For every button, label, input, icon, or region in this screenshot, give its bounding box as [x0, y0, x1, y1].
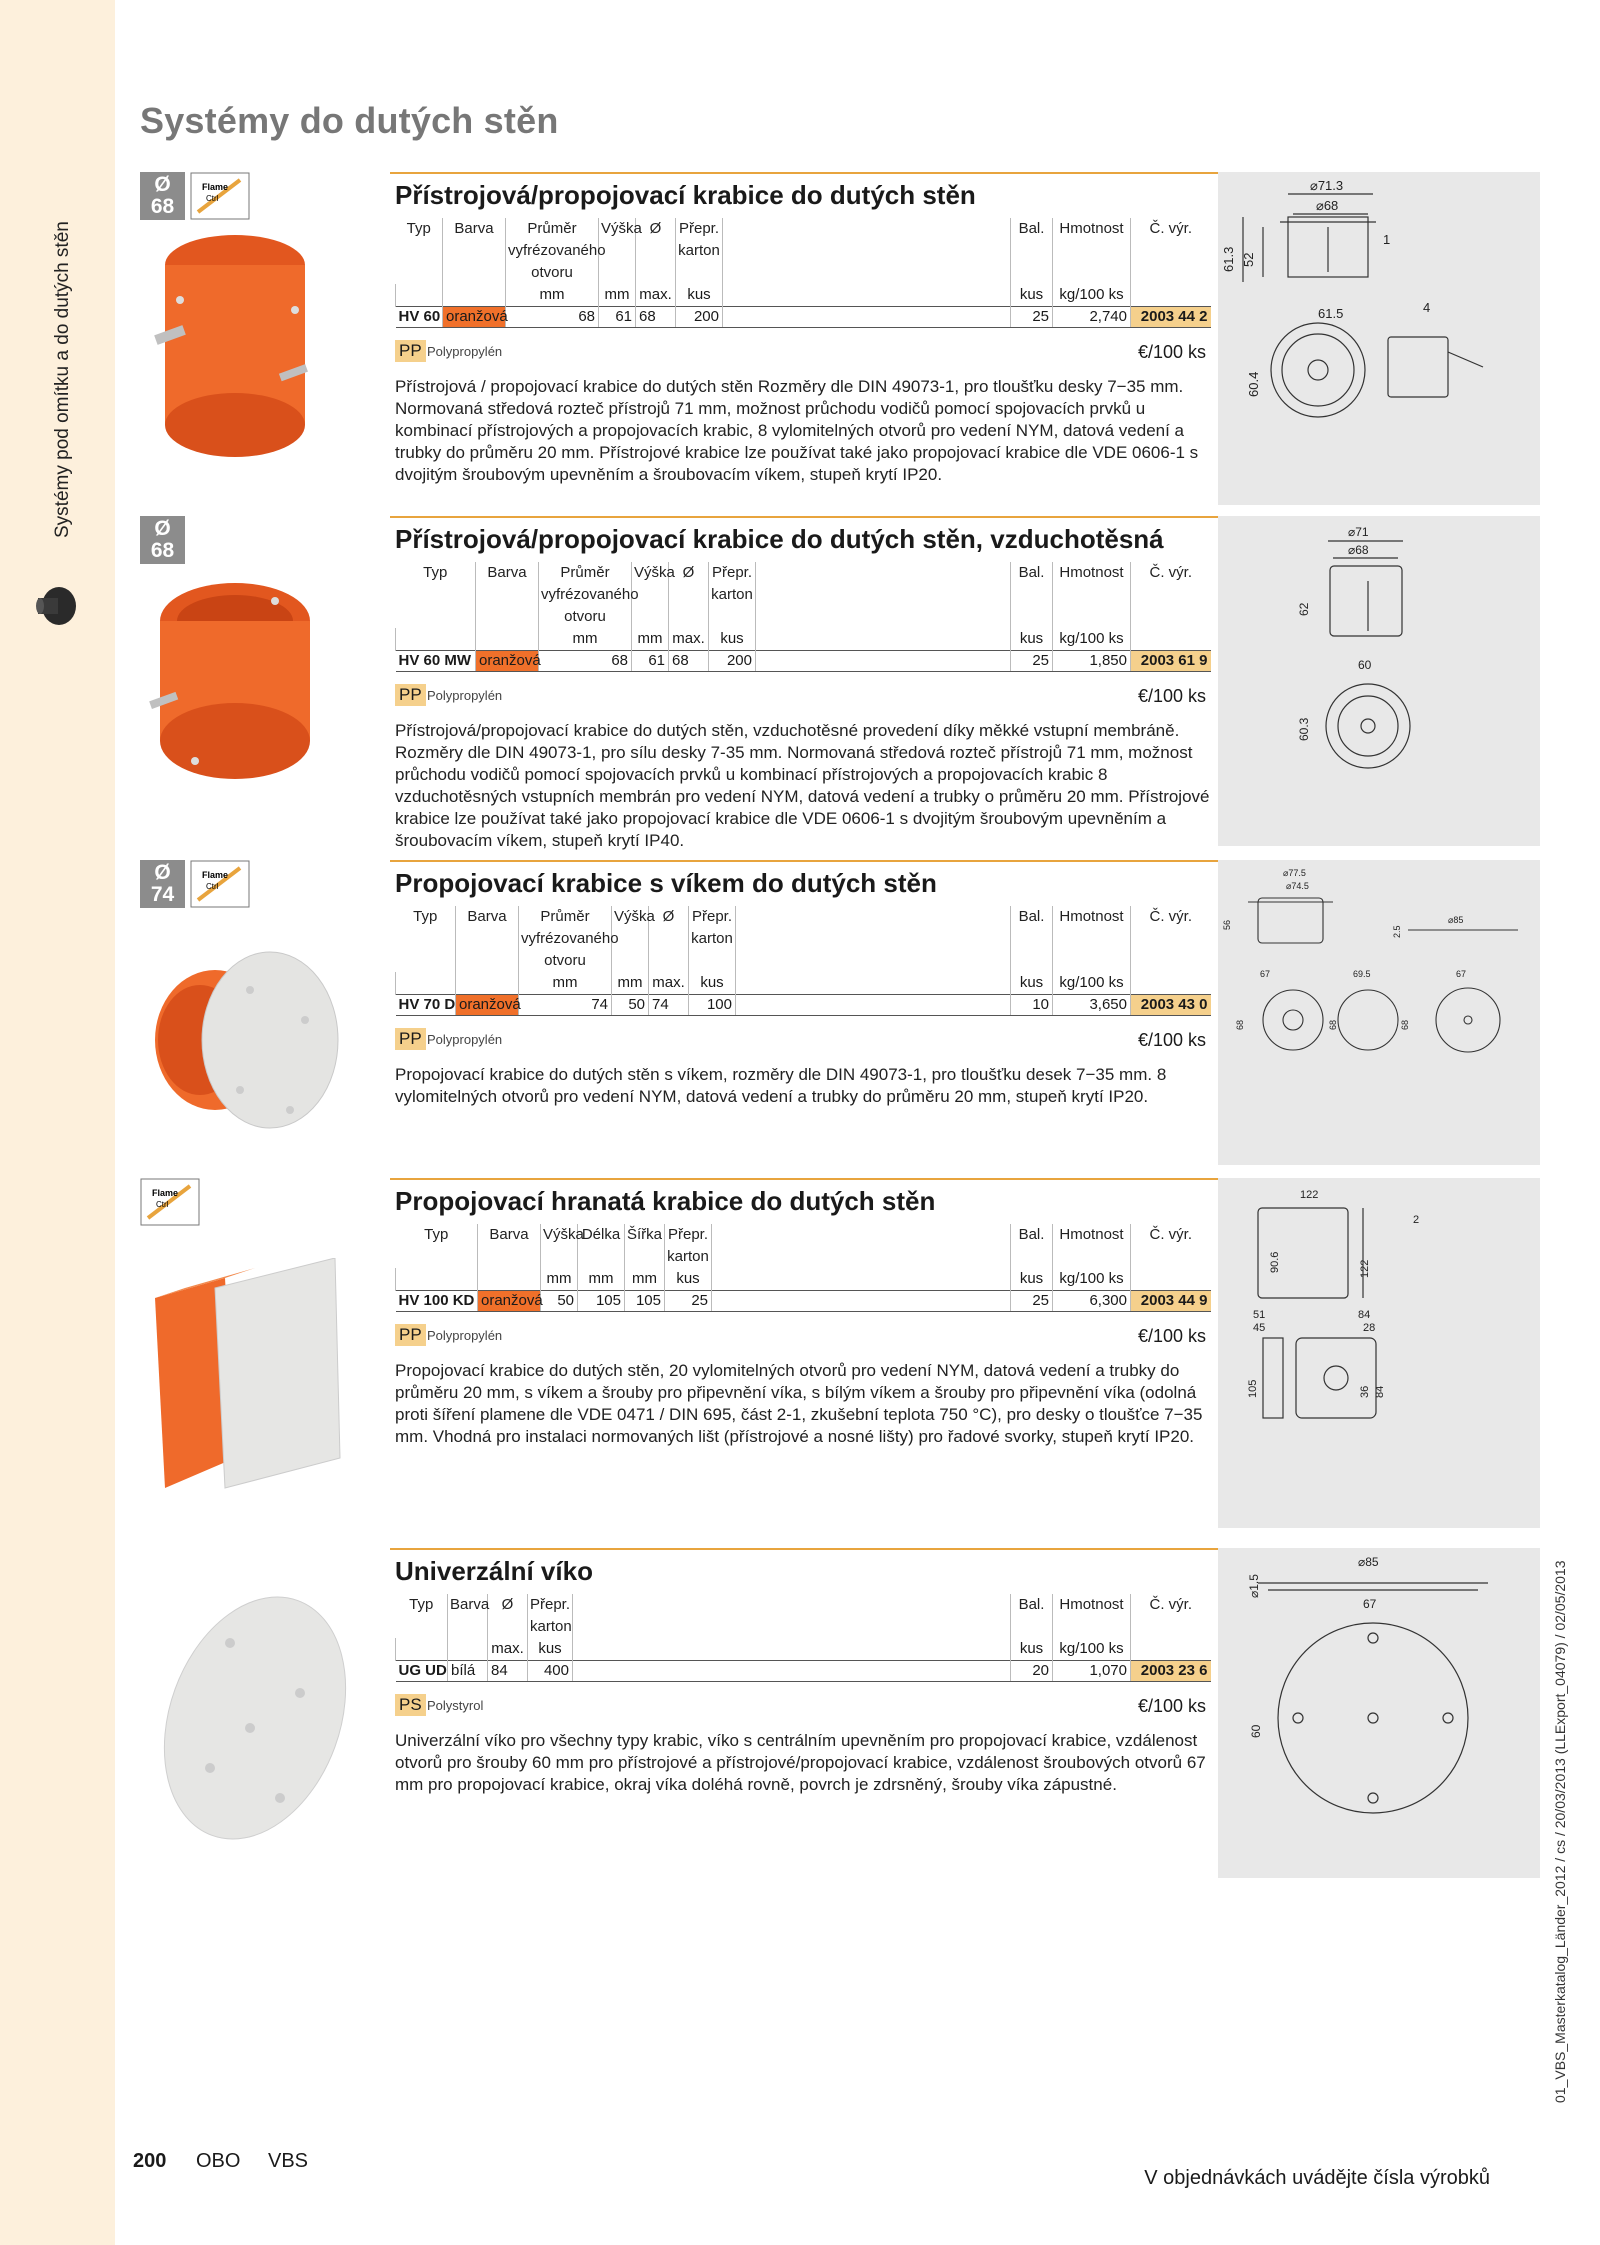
unit-cell: kg/100 ks	[1053, 1638, 1131, 1661]
technical-drawing-ugud	[1218, 1548, 1540, 1878]
unit-cell	[448, 1638, 488, 1661]
row-product-number: 2003 23 6	[1131, 1661, 1211, 1682]
row-karton: 200	[676, 307, 723, 328]
product-photo-ugud	[150, 1583, 350, 1853]
svg-text:60.4: 60.4	[1246, 371, 1261, 397]
row-spacer	[756, 651, 1011, 672]
col-typ: Typ	[423, 564, 448, 581]
row-hmotnost: 3,650	[1053, 995, 1131, 1016]
col-karton: Přepr. karton	[665, 1224, 712, 1268]
row-d: 84	[488, 1661, 528, 1682]
col-bal: Bal.	[1011, 562, 1053, 628]
col-prumer: Průměr vyfrézovaného otvoru	[539, 562, 632, 628]
product-section-ugud	[140, 1548, 1540, 1878]
section-content	[395, 1184, 1210, 1448]
col-bal: Bal.	[1011, 1224, 1053, 1268]
svg-text:51: 51	[1253, 1309, 1266, 1321]
row-d: 68	[669, 651, 709, 672]
unit-cell	[1131, 1268, 1211, 1291]
technical-drawing-hv60	[1218, 172, 1540, 505]
technical-drawing-hv60mw	[1218, 516, 1540, 846]
col-prumer: Průměr vyfrézovaného otvoru	[519, 906, 612, 972]
footer-division: VBS	[268, 2150, 309, 2172]
svg-text:62: 62	[1297, 602, 1311, 616]
section-content	[395, 178, 1210, 486]
svg-text:2.5: 2.5	[1392, 925, 1402, 938]
price-unit: €/100 ks	[1137, 1326, 1206, 1346]
unit-cell	[456, 972, 519, 995]
unit-cell: max.	[649, 972, 689, 995]
row-barva: oranžová	[456, 995, 519, 1016]
col-barva: Barva	[443, 218, 506, 284]
svg-text:122: 122	[1300, 1189, 1319, 1201]
row-prumer: 68	[506, 307, 599, 328]
row-karton: 400	[528, 1661, 573, 1682]
material-code: PS	[395, 1694, 426, 1716]
svg-text:67: 67	[1456, 969, 1467, 979]
svg-text:Flame: Flame	[202, 870, 229, 880]
unit-cell: mm	[578, 1268, 625, 1291]
col-spacer	[723, 218, 1011, 284]
row-bal: 25	[1011, 307, 1053, 328]
row-sirka: 105	[625, 1291, 665, 1312]
col-d: Ø	[636, 218, 676, 284]
unit-cell: kus	[1011, 1268, 1053, 1291]
diameter-badge: Ø 68	[140, 516, 185, 564]
unit-cell: kus	[1011, 284, 1053, 307]
flame-certification-icon	[140, 1178, 200, 1226]
spec-table	[395, 218, 1211, 328]
svg-text:67: 67	[1260, 969, 1271, 979]
diameter-badge: Ø 68	[140, 172, 185, 220]
flame-certification-icon	[190, 860, 250, 908]
col-vyska: Výška	[541, 1224, 578, 1268]
svg-text:⌀68: ⌀68	[1316, 198, 1339, 213]
row-barva: oranžová	[476, 651, 539, 672]
material-row	[395, 1322, 1210, 1352]
description: Přístrojová / propojovací krabice do dutých stěn Rozměry dle DIN 49073-1, pro tloušťku desky 7−35 mm. Normovaná středová rozteč přístrojů 71 mm, možnost průchodu vodičů pomocí spojovacích prvků u kombinací přístrojových a propojovacích krabic, 8 vylomitelných otvorů pro vedení NYM, datová vedení a trubky do průměru 20 mm. Přístrojové krabice lze používat také jako propojovací krabice dle VDE 0606-1 s dvojitým šroubovým upevněním a šroubovacím víkem, stupeň krytí IP20.	[395, 377, 1199, 484]
product-photo-hv60	[140, 230, 310, 470]
product-section-hv100kd	[140, 1178, 1540, 1528]
unit-cell: kg/100 ks	[1053, 628, 1131, 651]
unit-cell: kus	[528, 1638, 573, 1661]
material-name: Polypropylén	[427, 688, 503, 703]
row-hmotnost: 1,850	[1053, 651, 1131, 672]
svg-text:⌀1.5: ⌀1.5	[1247, 1574, 1261, 1598]
col-karton: Přepr. karton	[528, 1594, 573, 1638]
row-product-number: 2003 43 0	[1131, 995, 1211, 1016]
row-d: 68	[636, 307, 676, 328]
svg-text:⌀71.3: ⌀71.3	[1310, 178, 1344, 193]
unit-cell	[1131, 1638, 1211, 1661]
unit-cell	[396, 1638, 448, 1661]
svg-text:52: 52	[1241, 252, 1256, 267]
page-number: 200	[133, 2150, 167, 2172]
material-row	[395, 682, 1210, 712]
col-barva: Barva	[478, 1224, 541, 1268]
row-vyska: 61	[599, 307, 636, 328]
row-prumer: 68	[539, 651, 632, 672]
unit-cell: max.	[488, 1638, 528, 1661]
unit-cell: mm	[541, 1268, 578, 1291]
svg-text:68: 68	[1235, 1019, 1245, 1030]
row-spacer	[723, 307, 1011, 328]
svg-text:2: 2	[1413, 1214, 1420, 1226]
row-bal: 20	[1011, 1661, 1053, 1682]
svg-text:56: 56	[1222, 919, 1232, 930]
col-vyska: Výška	[612, 906, 649, 972]
col-cislo: Č. výr.	[1131, 1594, 1211, 1638]
unit-cell: max.	[636, 284, 676, 307]
price-unit: €/100 ks	[1137, 1696, 1206, 1716]
section-title: Přístrojová/propojovací krabice do dutých stěn, vzduchotěsná	[395, 524, 1164, 554]
spec-table	[395, 1224, 1211, 1312]
spec-table	[395, 562, 1211, 672]
col-prumer: Průměr vyfrézovaného otvoru	[506, 218, 599, 284]
unit-cell: mm	[612, 972, 649, 995]
unit-cell	[443, 284, 506, 307]
svg-text:⌀85: ⌀85	[1358, 1555, 1379, 1569]
spec-table	[395, 1594, 1211, 1682]
svg-text:1: 1	[1383, 232, 1391, 247]
spec-table	[395, 906, 1211, 1016]
svg-text:⌀68: ⌀68	[1348, 543, 1369, 557]
unit-cell	[396, 628, 476, 651]
technical-drawing-hv70d	[1218, 860, 1540, 1165]
side-title: Systémy pod omítku a do dutých stěn	[52, 221, 73, 538]
col-spacer	[756, 562, 1011, 628]
row-barva: oranžová	[443, 307, 506, 328]
col-typ: Typ	[406, 220, 431, 237]
section-title: Propojovací hranatá krabice do dutých stěn	[395, 1186, 936, 1216]
unit-cell: max.	[669, 628, 709, 651]
section-title: Propojovací krabice s víkem do dutých stěn	[395, 868, 937, 898]
material-code: PP	[395, 1324, 426, 1346]
flame-certification-icon	[190, 172, 250, 220]
row-spacer	[736, 995, 1011, 1016]
row-vyska: 50	[541, 1291, 578, 1312]
col-barva: Barva	[476, 562, 539, 628]
row-barva: oranžová	[478, 1291, 541, 1312]
product-photo-hv100kd	[145, 1258, 345, 1498]
row-typ: HV 100 KD	[396, 1291, 478, 1312]
col-bal: Bal.	[1011, 218, 1053, 284]
unit-cell: kg/100 ks	[1053, 284, 1131, 307]
row-bal: 25	[1011, 651, 1053, 672]
col-typ: Typ	[409, 1596, 434, 1613]
col-hmotnost: Hmotnost	[1053, 906, 1131, 972]
material-code: PP	[395, 1028, 426, 1050]
col-cislo: Č. výr.	[1131, 562, 1211, 628]
col-bal: Bal.	[1011, 1594, 1053, 1638]
unit-cell	[736, 972, 1011, 995]
price-unit: €/100 ks	[1137, 342, 1206, 362]
col-delka: Délka	[578, 1224, 625, 1268]
price-unit: €/100 ks	[1137, 686, 1206, 706]
page-title: Systémy do dutých stěn	[140, 100, 559, 141]
unit-cell: kus	[689, 972, 736, 995]
unit-cell: kus	[1011, 1638, 1053, 1661]
svg-text:4: 4	[1423, 300, 1431, 315]
svg-text:105: 105	[1247, 1379, 1259, 1398]
row-karton: 25	[665, 1291, 712, 1312]
catalog-meta: 01_VBS_Masterkatalog_Länder_2012 / cs / 20/03/2013 (LLExport_04079) / 02/05/2013	[1552, 1560, 1568, 2103]
svg-text:Ctrl: Ctrl	[206, 194, 219, 203]
unit-cell	[396, 972, 456, 995]
price-unit: €/100 ks	[1137, 1030, 1206, 1050]
svg-text:61.5: 61.5	[1318, 306, 1344, 321]
material-name: Polypropylén	[427, 344, 503, 359]
svg-text:61.3: 61.3	[1221, 246, 1236, 272]
svg-text:28: 28	[1363, 1322, 1376, 1334]
unit-cell	[756, 628, 1011, 651]
footer-note: V objednávkách uvádějte čísla výrobků	[1144, 2167, 1490, 2189]
diameter-badge: Ø 74	[140, 860, 185, 908]
material-name: Polystyrol	[427, 1698, 484, 1713]
col-cislo: Č. výr.	[1131, 906, 1211, 972]
row-spacer	[712, 1291, 1011, 1312]
unit-cell: kg/100 ks	[1053, 972, 1131, 995]
section-content	[395, 522, 1210, 852]
col-typ: Typ	[413, 908, 438, 925]
svg-text:Flame: Flame	[202, 182, 229, 192]
svg-text:⌀74.5: ⌀74.5	[1286, 881, 1309, 891]
unit-cell: kus	[676, 284, 723, 307]
row-karton: 200	[709, 651, 756, 672]
footer-brand: OBO	[196, 2150, 241, 2172]
col-hmotnost: Hmotnost	[1053, 562, 1131, 628]
row-typ: HV 60	[396, 307, 443, 328]
svg-text:Ctrl: Ctrl	[206, 882, 219, 891]
col-bal: Bal.	[1011, 906, 1053, 972]
svg-text:45: 45	[1253, 1322, 1266, 1334]
product-photo-hv60mw	[140, 576, 320, 796]
col-karton: Přepr. karton	[689, 906, 736, 972]
section-content	[395, 866, 1210, 1108]
material-code: PP	[395, 340, 426, 362]
product-photo-hv70d	[140, 920, 340, 1150]
row-prumer: 74	[519, 995, 612, 1016]
unit-cell: kus	[1011, 972, 1053, 995]
material-row	[395, 1692, 1210, 1722]
svg-text:68: 68	[1328, 1019, 1338, 1030]
unit-cell	[723, 284, 1011, 307]
material-name: Polypropylén	[427, 1032, 503, 1047]
col-cislo: Č. výr.	[1131, 1224, 1211, 1268]
row-product-number: 2003 61 9	[1131, 651, 1211, 672]
svg-text:60: 60	[1249, 1724, 1263, 1738]
description: Univerzální víko pro všechny typy krabic, víko s centrálním upevněním pro propojovací krabice, vzdálenost otvorů pro šrouby 60 mm pro přístrojové a přístrojové/propojovací krabice, vzdálenost šroubových otvorů 67 mm pro propojovací krabice, okraj víka doléhá rovně, povrch je zdrsněný, šrouby víka zápustné.	[395, 1731, 1206, 1794]
unit-cell	[1131, 628, 1211, 651]
material-row	[395, 338, 1210, 368]
col-typ: Typ	[424, 1226, 449, 1243]
unit-cell: kg/100 ks	[1053, 1268, 1131, 1291]
unit-cell: mm	[599, 284, 636, 307]
table-row	[396, 307, 1211, 328]
col-spacer	[573, 1594, 1011, 1638]
section-title: Přístrojová/propojovací krabice do dutých stěn	[395, 180, 976, 210]
col-sirka: Šířka	[625, 1224, 665, 1268]
col-barva: Barva	[456, 906, 519, 972]
row-karton: 100	[689, 995, 736, 1016]
description: Propojovací krabice do dutých stěn, 20 vylomitelných otvorů pro vedení NYM, datová vedení a trubky do průměru 20 mm, s víkem a šrouby pro připevnění víka, s bílým víkem a šrouby pro připevnění víka (odolná proti šíření plamene dle VDE 0471 / DIN 695, část 2-1, zkušební teplota 750 °C), pro desky o tloušťce 7−35 mm. Vhodná pro instalaci normovaných lišt (přístrojové a nosné lišty) pro řadové svorky, stupeň krytí IP20.	[395, 1361, 1203, 1446]
svg-text:68: 68	[1400, 1019, 1410, 1030]
unit-cell: mm	[506, 284, 599, 307]
col-karton: Přepr. karton	[709, 562, 756, 628]
technical-drawing-hv100kd	[1218, 1178, 1540, 1528]
svg-text:60.3: 60.3	[1297, 717, 1311, 741]
row-hmotnost: 2,740	[1053, 307, 1131, 328]
svg-text:60: 60	[1358, 658, 1372, 672]
row-typ: HV 60 MW	[396, 651, 476, 672]
section-title: Univerzální víko	[395, 1556, 593, 1586]
svg-text:67: 67	[1363, 1597, 1377, 1611]
unit-cell	[476, 628, 539, 651]
row-spacer	[573, 1661, 1011, 1682]
table-row	[396, 1661, 1211, 1682]
row-bal: 25	[1011, 1291, 1053, 1312]
description: Propojovací krabice do dutých stěn s víkem, rozměry dle DIN 49073-1, pro tloušťku desek 7−35 mm. 8 vylomitelných otvorů pro vedení NYM, datová vedení a trubky do průměru 20 mm, stupeň krytí IP20.	[395, 1065, 1167, 1106]
svg-text:⌀77.5: ⌀77.5	[1283, 868, 1306, 878]
unit-cell: kus	[709, 628, 756, 651]
row-bal: 10	[1011, 995, 1053, 1016]
table-row	[396, 651, 1211, 672]
unit-cell	[573, 1638, 1011, 1661]
unit-cell: mm	[519, 972, 612, 995]
col-hmotnost: Hmotnost	[1053, 1594, 1131, 1638]
unit-cell	[1131, 284, 1211, 307]
product-section-hv70d	[140, 860, 1540, 1165]
description: Přístrojová/propojovací krabice do dutých stěn, vzduchotěsné provedení díky měkké vstupní membráně. Rozměry dle DIN 49073-1, pro sílu desky 7-35 mm. Normovaná středová rozteč přístrojů 71 mm, možnost průchodu vodičů pomocí spojovacích prvků u kombinací přístrojových a propojovacích krabic 8 vzduchotěsných vstupních membrán pro vedení NYM, datová vedení a trubky o průměru 20 mm. Přístrojové krabice lze používat také jako propojovací krabice dle VDE 0606-1 s dvojitým šroubovým upevněním a šroubovacím víkem, stupeň krytí IP40.	[395, 721, 1210, 850]
row-product-number: 2003 44 9	[1131, 1291, 1211, 1312]
product-section-hv60mw	[140, 516, 1540, 850]
row-vyska: 50	[612, 995, 649, 1016]
table-row	[396, 1291, 1211, 1312]
svg-text:Flame: Flame	[152, 1188, 179, 1198]
svg-text:⌀85: ⌀85	[1448, 915, 1464, 925]
row-barva: bílá	[448, 1661, 488, 1682]
unit-cell: kus	[1011, 628, 1053, 651]
svg-text:122: 122	[1359, 1259, 1371, 1278]
col-vyska: Výška	[599, 218, 636, 284]
svg-text:69.5: 69.5	[1353, 969, 1371, 979]
col-d: Ø	[669, 562, 709, 628]
col-d: Ø	[649, 906, 689, 972]
svg-text:84: 84	[1358, 1309, 1371, 1321]
col-vyska: Výška	[632, 562, 669, 628]
col-d: Ø	[488, 1594, 528, 1638]
svg-text:90.6: 90.6	[1269, 1251, 1281, 1273]
unit-cell: kus	[665, 1268, 712, 1291]
svg-text:36: 36	[1359, 1385, 1371, 1398]
col-hmotnost: Hmotnost	[1053, 218, 1131, 284]
unit-cell: mm	[632, 628, 669, 651]
row-delka: 105	[578, 1291, 625, 1312]
row-d: 74	[649, 995, 689, 1016]
col-karton: Přepr. karton	[676, 218, 723, 284]
col-barva: Barva	[448, 1594, 488, 1638]
row-hmotnost: 1,070	[1053, 1661, 1131, 1682]
col-cislo: Č. výr.	[1131, 218, 1211, 284]
unit-cell	[478, 1268, 541, 1291]
col-spacer	[736, 906, 1011, 972]
unit-cell	[1131, 972, 1211, 995]
material-name: Polypropylén	[427, 1328, 503, 1343]
material-row	[395, 1026, 1210, 1056]
col-hmotnost: Hmotnost	[1053, 1224, 1131, 1268]
hollow-wall-box-icon	[34, 582, 80, 628]
unit-cell	[712, 1268, 1011, 1291]
unit-cell	[396, 1268, 478, 1291]
row-typ: HV 70 D	[396, 995, 456, 1016]
row-typ: UG UD	[396, 1661, 448, 1682]
row-product-number: 2003 44 2	[1131, 307, 1211, 328]
row-vyska: 61	[632, 651, 669, 672]
svg-text:84: 84	[1374, 1385, 1386, 1398]
unit-cell: mm	[625, 1268, 665, 1291]
svg-text:Ctrl: Ctrl	[156, 1200, 169, 1209]
table-row	[396, 995, 1211, 1016]
unit-cell: mm	[539, 628, 632, 651]
section-content	[395, 1554, 1210, 1796]
unit-cell	[396, 284, 443, 307]
row-hmotnost: 6,300	[1053, 1291, 1131, 1312]
product-section-hv60	[140, 172, 1540, 505]
col-spacer	[712, 1224, 1011, 1268]
material-code: PP	[395, 684, 426, 706]
svg-text:⌀71: ⌀71	[1348, 525, 1369, 539]
